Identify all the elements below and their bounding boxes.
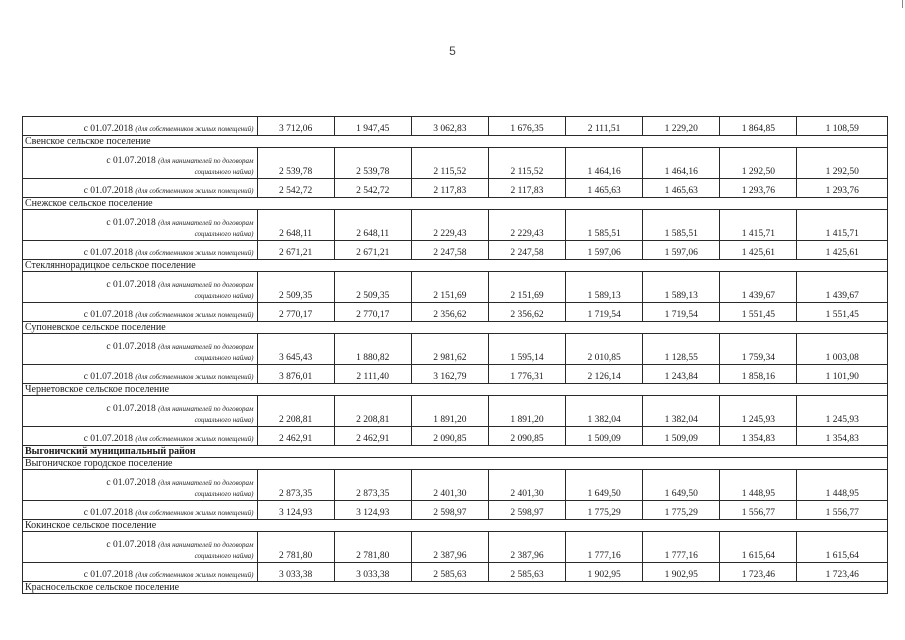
row-date: с 01.07.2018 xyxy=(83,248,134,258)
row-label xyxy=(23,117,258,136)
tariff-value: 1 585,51 xyxy=(643,210,720,241)
tariff-value: 2 781,80 xyxy=(257,532,334,563)
row-date: с 01.07.2018 xyxy=(106,540,156,550)
tenants-row xyxy=(23,272,888,303)
row-date: с 01.07.2018 xyxy=(106,218,156,228)
tariff-value: 1 293,76 xyxy=(720,179,797,198)
row-date: с 01.07.2018 xyxy=(83,508,134,518)
tariff-value: 2 539,78 xyxy=(334,148,411,179)
row-date: с 01.07.2018 xyxy=(106,478,156,488)
row-note: (для собственников жилых помещений) xyxy=(135,435,254,443)
tariff-value: 1 382,04 xyxy=(643,396,720,427)
tariff-value: 1 292,50 xyxy=(797,148,888,179)
row-date: с 01.07.2018 xyxy=(106,156,156,166)
tariff-value: 1 589,13 xyxy=(643,272,720,303)
tariff-value: 2 781,80 xyxy=(334,532,411,563)
tariff-value: 2 462,91 xyxy=(257,427,334,446)
row-label xyxy=(23,396,258,427)
tariff-value: 1 293,76 xyxy=(797,179,888,198)
tariff-value: 2 387,96 xyxy=(488,532,565,563)
tariff-value: 2 111,51 xyxy=(566,117,643,136)
row-note: (для нанимателей по договорам xyxy=(158,343,254,351)
owners-row xyxy=(23,241,888,260)
section-title: Чернетовское сельское поселение xyxy=(23,384,888,396)
row-label xyxy=(23,501,258,520)
section-title: Выгоничский муниципальный район xyxy=(23,446,888,458)
tariff-value: 2 873,35 xyxy=(257,470,334,501)
row-label xyxy=(23,334,258,365)
tariff-value: 1 723,46 xyxy=(797,563,888,582)
row-date: с 01.07.2018 xyxy=(83,124,134,134)
row-date: с 01.07.2018 xyxy=(83,186,134,196)
row-note: (для нанимателей по договорам xyxy=(158,479,254,487)
tariff-value: 1 775,29 xyxy=(566,501,643,520)
row-note: (для собственников жилых помещений) xyxy=(135,125,254,133)
row-note: (для нанимателей по договорам xyxy=(158,541,254,549)
tariff-value: 1 719,54 xyxy=(566,303,643,322)
section-row xyxy=(23,260,888,272)
row-note: социального найма) xyxy=(194,292,254,300)
tariff-value: 2 981,62 xyxy=(411,334,488,365)
tariff-value: 2 151,69 xyxy=(411,272,488,303)
section-row xyxy=(23,446,888,458)
tenants-row xyxy=(23,396,888,427)
row-note: (для собственников жилых помещений) xyxy=(135,249,254,257)
row-note: (для нанимателей по договорам xyxy=(158,281,254,289)
tariff-value: 1 947,45 xyxy=(334,117,411,136)
tenants-row xyxy=(23,148,888,179)
tariff-value: 1 891,20 xyxy=(488,396,565,427)
row-note: (для нанимателей по договорам xyxy=(158,157,254,165)
tariff-value: 2 111,40 xyxy=(334,365,411,384)
section-row xyxy=(23,136,888,148)
tariff-value: 2 598,97 xyxy=(411,501,488,520)
tariff-value: 2 770,17 xyxy=(334,303,411,322)
row-date: с 01.07.2018 xyxy=(83,310,134,320)
tariff-value: 3 033,38 xyxy=(334,563,411,582)
tenants-row xyxy=(23,334,888,365)
tariff-value: 1 465,63 xyxy=(566,179,643,198)
row-note: (для собственников жилых помещений) xyxy=(135,509,254,517)
tariff-value: 1 556,77 xyxy=(720,501,797,520)
tariff-value: 1 723,46 xyxy=(720,563,797,582)
tariff-value: 1 245,93 xyxy=(720,396,797,427)
tariff-value: 1 354,83 xyxy=(720,427,797,446)
tariff-value: 1 101,90 xyxy=(797,365,888,384)
row-note: (для собственников жилых помещений) xyxy=(135,311,254,319)
tariff-value: 1 229,20 xyxy=(643,117,720,136)
tariff-value: 1 509,09 xyxy=(566,427,643,446)
row-date: с 01.07.2018 xyxy=(83,434,134,444)
tariff-value: 2 115,52 xyxy=(411,148,488,179)
tariff-value: 3 876,01 xyxy=(257,365,334,384)
tariff-value: 2 229,43 xyxy=(488,210,565,241)
row-label xyxy=(23,365,258,384)
tariff-value: 1 858,16 xyxy=(720,365,797,384)
section-title: Стекляннорадицкое сельское поселение xyxy=(23,260,888,272)
tariff-value: 2 462,91 xyxy=(334,427,411,446)
row-note: социального найма) xyxy=(194,490,254,498)
tariff-value: 3 645,43 xyxy=(257,334,334,365)
tariff-value: 1 597,06 xyxy=(643,241,720,260)
section-row xyxy=(23,458,888,470)
tariff-value: 2 585,63 xyxy=(411,563,488,582)
tariff-value: 2 115,52 xyxy=(488,148,565,179)
tariff-value: 3 124,93 xyxy=(334,501,411,520)
row-date: с 01.07.2018 xyxy=(106,280,156,290)
tariff-value: 2 509,35 xyxy=(257,272,334,303)
tariff-value: 1 759,34 xyxy=(720,334,797,365)
tariff-value: 1 589,13 xyxy=(566,272,643,303)
tariff-table-body xyxy=(23,117,888,594)
row-note: (для собственников жилых помещений) xyxy=(135,571,254,579)
tariff-value: 2 208,81 xyxy=(257,396,334,427)
row-date: с 01.07.2018 xyxy=(83,570,134,580)
tariff-value: 3 062,83 xyxy=(411,117,488,136)
tariff-value: 1 676,35 xyxy=(488,117,565,136)
row-note: социального найма) xyxy=(194,230,254,238)
tariff-value: 2 770,17 xyxy=(257,303,334,322)
tariff-value: 1 775,29 xyxy=(643,501,720,520)
section-title: Выгоничское городское поселение xyxy=(23,458,888,470)
tariff-value: 1 556,77 xyxy=(797,501,888,520)
tariff-value: 1 776,31 xyxy=(488,365,565,384)
tariff-value: 1 880,82 xyxy=(334,334,411,365)
row-note: (для собственников жилых помещений) xyxy=(135,373,254,381)
row-date: с 01.07.2018 xyxy=(106,404,156,414)
row-note: социального найма) xyxy=(194,552,254,560)
row-note: социального найма) xyxy=(194,416,254,424)
tariff-value: 2 873,35 xyxy=(334,470,411,501)
section-title: Кокинское сельское поселение xyxy=(23,520,888,532)
tenants-row xyxy=(23,470,888,501)
tariff-value: 2 648,11 xyxy=(257,210,334,241)
row-label xyxy=(23,427,258,446)
section-title: Супоневское сельское поселение xyxy=(23,322,888,334)
tariff-value: 1 551,45 xyxy=(720,303,797,322)
tariff-value: 1 777,16 xyxy=(643,532,720,563)
row-date: с 01.07.2018 xyxy=(83,372,134,382)
tariff-value: 1 902,95 xyxy=(566,563,643,582)
row-label xyxy=(23,563,258,582)
tariff-value: 2 585,63 xyxy=(488,563,565,582)
tariff-value: 2 117,83 xyxy=(411,179,488,198)
section-row xyxy=(23,384,888,396)
owners-row xyxy=(23,427,888,446)
tariff-table xyxy=(22,116,888,594)
section-title: Снежское сельское поселение xyxy=(23,198,888,210)
section-row xyxy=(23,198,888,210)
row-note: социального найма) xyxy=(194,168,254,176)
tariff-value: 2 151,69 xyxy=(488,272,565,303)
tariff-value: 2 598,97 xyxy=(488,501,565,520)
tariff-value: 3 124,93 xyxy=(257,501,334,520)
tariff-value: 1 719,54 xyxy=(643,303,720,322)
page-number: 5 xyxy=(449,44,456,58)
tariff-value: 1 891,20 xyxy=(411,396,488,427)
tariff-value: 2 387,96 xyxy=(411,532,488,563)
tariff-value: 1 382,04 xyxy=(566,396,643,427)
section-title: Свенское сельское поселение xyxy=(23,136,888,148)
tariff-value: 1 464,16 xyxy=(643,148,720,179)
section-row xyxy=(23,322,888,334)
tariff-value: 1 615,64 xyxy=(797,532,888,563)
tariff-value: 1 003,08 xyxy=(797,334,888,365)
row-label xyxy=(23,470,258,501)
row-note: социального найма) xyxy=(194,354,254,362)
tariff-value: 1 902,95 xyxy=(643,563,720,582)
tariff-value: 2 542,72 xyxy=(257,179,334,198)
section-title: Красносельское сельское поселение xyxy=(23,582,888,594)
tariff-value: 3 162,79 xyxy=(411,365,488,384)
tariff-value: 1 108,59 xyxy=(797,117,888,136)
owners-row xyxy=(23,365,888,384)
owners-row xyxy=(23,303,888,322)
tariff-value: 1 439,67 xyxy=(797,272,888,303)
tariff-value: 2 117,83 xyxy=(488,179,565,198)
tariff-value: 2 356,62 xyxy=(488,303,565,322)
row-label xyxy=(23,532,258,563)
row-label xyxy=(23,272,258,303)
tariff-value: 3 033,38 xyxy=(257,563,334,582)
corner-mark xyxy=(902,0,903,8)
tenants-row xyxy=(23,532,888,563)
tenants-row xyxy=(23,210,888,241)
tariff-value: 2 671,21 xyxy=(334,241,411,260)
tariff-value: 1 464,16 xyxy=(566,148,643,179)
tariff-value: 3 712,06 xyxy=(257,117,334,136)
row-label xyxy=(23,210,258,241)
row-label xyxy=(23,148,258,179)
tariff-value: 1 439,67 xyxy=(720,272,797,303)
tariff-value: 2 671,21 xyxy=(257,241,334,260)
tariff-value: 1 425,61 xyxy=(720,241,797,260)
tariff-value: 1 465,63 xyxy=(643,179,720,198)
owners-row xyxy=(23,117,888,136)
tariff-value: 1 354,83 xyxy=(797,427,888,446)
row-label xyxy=(23,303,258,322)
tariff-value: 1 649,50 xyxy=(643,470,720,501)
tariff-value: 1 585,51 xyxy=(566,210,643,241)
tariff-value: 1 292,50 xyxy=(720,148,797,179)
tariff-value: 1 425,61 xyxy=(797,241,888,260)
tariff-value: 2 539,78 xyxy=(257,148,334,179)
tariff-value: 1 597,06 xyxy=(566,241,643,260)
row-label xyxy=(23,241,258,260)
tariff-value: 2 648,11 xyxy=(334,210,411,241)
tariff-value: 2 010,85 xyxy=(566,334,643,365)
owners-row xyxy=(23,563,888,582)
tariff-value: 2 542,72 xyxy=(334,179,411,198)
tariff-value: 1 649,50 xyxy=(566,470,643,501)
tariff-value: 2 247,58 xyxy=(488,241,565,260)
tariff-value: 1 551,45 xyxy=(797,303,888,322)
owners-row xyxy=(23,179,888,198)
tariff-value: 1 415,71 xyxy=(720,210,797,241)
tariff-value: 2 509,35 xyxy=(334,272,411,303)
tariff-value: 1 595,14 xyxy=(488,334,565,365)
tariff-value: 1 245,93 xyxy=(797,396,888,427)
row-label xyxy=(23,179,258,198)
tariff-value: 2 356,62 xyxy=(411,303,488,322)
tariff-value: 1 415,71 xyxy=(797,210,888,241)
row-note: (для нанимателей по договорам xyxy=(158,219,254,227)
tariff-value: 1 448,95 xyxy=(720,470,797,501)
tariff-value: 2 090,85 xyxy=(411,427,488,446)
tariff-value: 1 448,95 xyxy=(797,470,888,501)
tariff-value: 1 864,85 xyxy=(720,117,797,136)
tariff-value: 2 401,30 xyxy=(488,470,565,501)
section-row xyxy=(23,520,888,532)
tariff-value: 2 126,14 xyxy=(566,365,643,384)
tariff-value: 2 090,85 xyxy=(488,427,565,446)
tariff-value: 1 777,16 xyxy=(566,532,643,563)
tariff-value: 1 243,84 xyxy=(643,365,720,384)
tariff-value: 1 509,09 xyxy=(643,427,720,446)
tariff-value: 2 229,43 xyxy=(411,210,488,241)
tariff-value: 2 208,81 xyxy=(334,396,411,427)
row-date: с 01.07.2018 xyxy=(106,342,156,352)
row-note: (для собственников жилых помещений) xyxy=(135,187,254,195)
tariff-value: 2 401,30 xyxy=(411,470,488,501)
section-row xyxy=(23,582,888,594)
tariff-value: 1 128,55 xyxy=(643,334,720,365)
row-note: (для нанимателей по договорам xyxy=(158,405,254,413)
tariff-value: 1 615,64 xyxy=(720,532,797,563)
owners-row xyxy=(23,501,888,520)
tariff-value: 2 247,58 xyxy=(411,241,488,260)
